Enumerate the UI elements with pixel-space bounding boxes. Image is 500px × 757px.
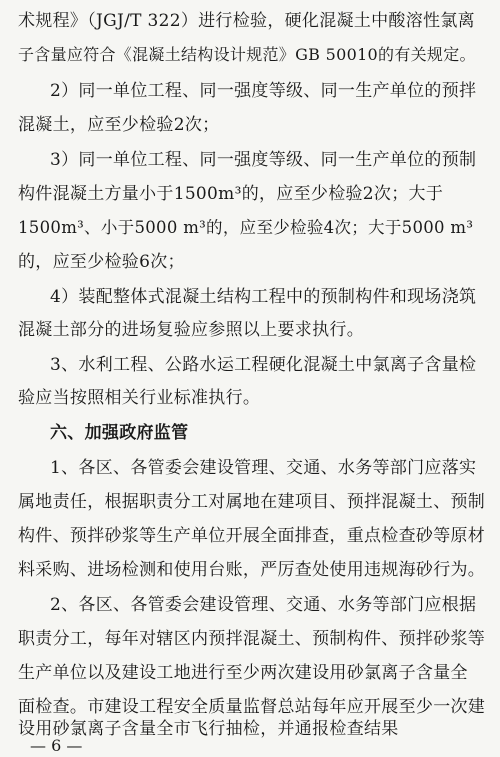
text-line: 混凝土部分的进场复验应参照以上要求执行。 — [18, 320, 364, 340]
text-line: 构件混凝土方量小于1500m³的，应至少检验2次；大于 — [18, 184, 444, 204]
text-line: 2）同一单位工程、同一强度等级、同一生产单位的预拌 — [50, 81, 477, 101]
text-line: 职责分工，每年对辖区内预拌混凝土、预制构件、预拌砂浆等 — [18, 629, 486, 649]
text-line: 混凝土，应至少检验2次； — [18, 115, 220, 135]
text-line: 3）同一单位工程、同一强度等级、同一生产单位的预制 — [50, 150, 477, 170]
text-line: 设用砂氯离子含量全市飞行抽检，并通报检查结果 — [18, 719, 399, 739]
text-line: 子含量应符合《混凝土结构设计规范》GB 50010的有关规定。 — [18, 45, 476, 64]
text-line: 料采购、进场检测和使用台账，严厉查处使用违规海砂行为。 — [18, 560, 486, 580]
page-number: — 6 — — [30, 736, 83, 755]
section-heading: 六、加强政府监管 — [50, 423, 189, 443]
text-line: 属地责任，根据职责分工对属地在建项目、预拌混凝土、预制 — [18, 492, 486, 512]
text-line: 术规程》（JGJ/T 322）进行检验，硬化混凝土中酸溶性氯离 — [18, 11, 475, 31]
text-line: 验应当按照相关行业标准执行。 — [18, 388, 261, 408]
text-line: 构件、预拌砂浆等生产单位开展全面排查，重点检查砂等原材 — [18, 526, 486, 546]
text-line: 生产单位以及建设工地进行至少两次建设用砂氯离子含量全 — [18, 663, 468, 683]
text-line: 1500m³、小于5000 m³的，应至少检验4次；大于5000 m³ — [18, 218, 474, 237]
text-line: 的，应至少检验6次； — [18, 252, 185, 272]
text-line: 4）装配整体式混凝土结构工程中的预制构件和现场浇筑 — [50, 287, 477, 307]
text-line: 面检查。市建设工程安全质量监督总站每年应开展至少一次建 — [18, 697, 486, 717]
text-line: 2、各区、各管委会建设管理、交通、水务等部门应根据 — [50, 595, 477, 615]
text-line: 1、各区、各管委会建设管理、交通、水务等部门应落实 — [50, 458, 477, 478]
text-line: 3、水利工程、公路水运工程硬化混凝土中氯离子含量检 — [50, 355, 477, 375]
